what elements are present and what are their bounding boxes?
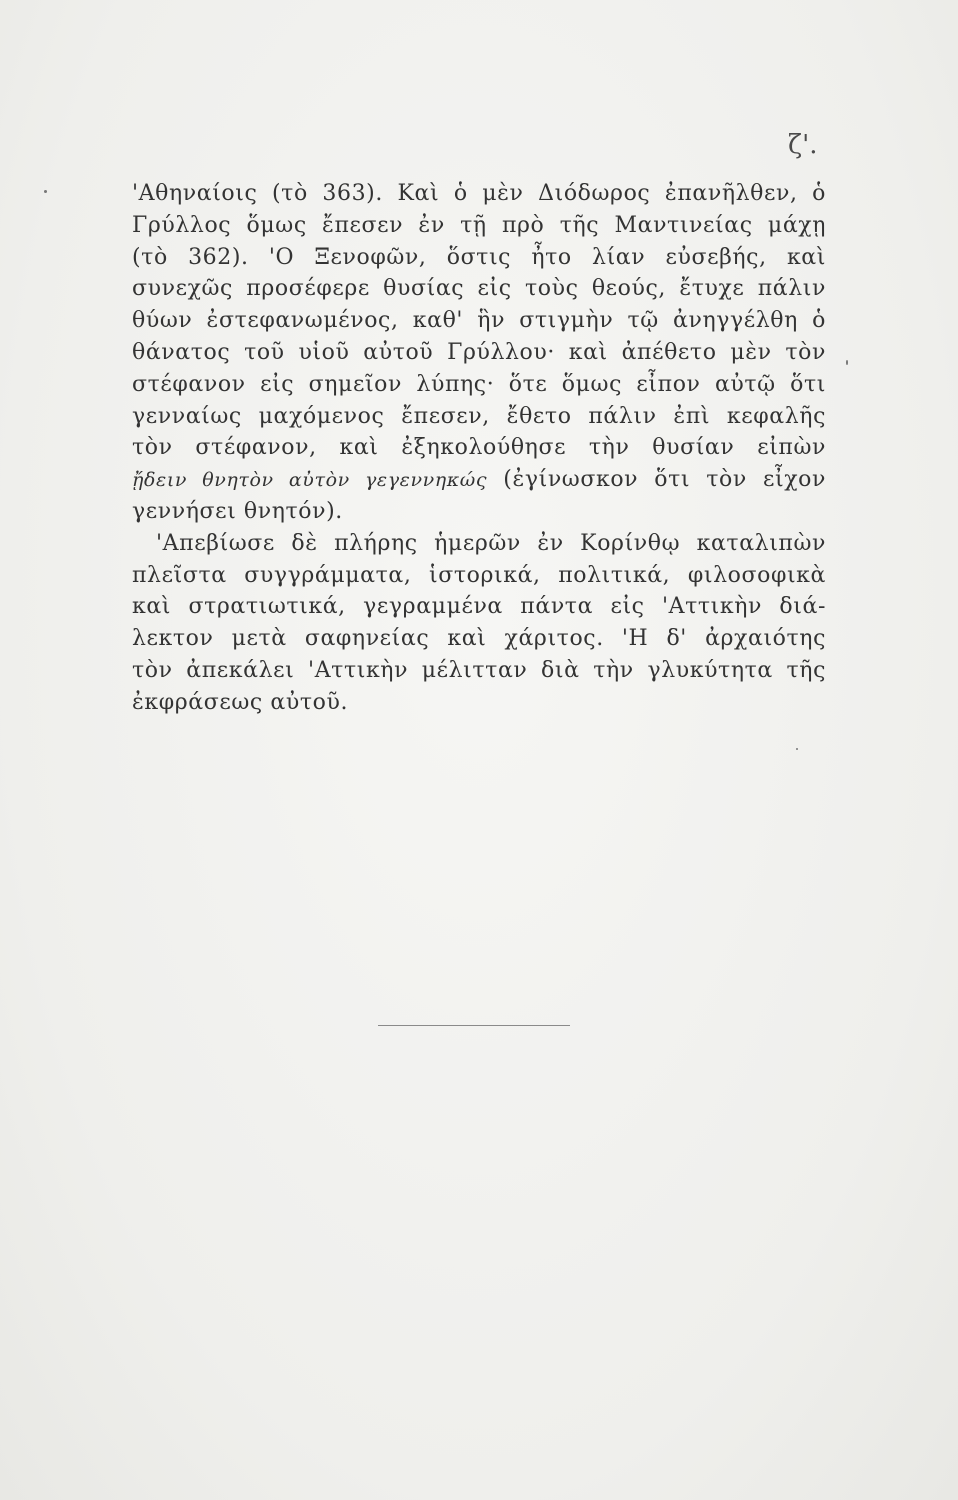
text-line: λεκτον μετὰ σαφηνείας καὶ χάριτος. 'Η δ' ἀρχαιότης <box>132 626 826 652</box>
text-line: (τὸ 362). 'Ο Ξενοφῶν, ὅστις ἦτο λίαν εὐσεβής, καὶ <box>132 244 826 270</box>
text-line: πλεῖστα συγγράμματα, ἱστορικά, πολιτικά, φιλοσοφικὰ <box>132 562 826 588</box>
paragraph-end-line: ἐκφράσεως αὐτοῦ. <box>132 689 349 715</box>
paragraph-end-line: γεννήσει θνητόν). <box>132 498 343 524</box>
section-divider <box>378 1025 570 1026</box>
paper-speck <box>796 748 798 750</box>
paper-speck <box>846 360 848 365</box>
quote-line <box>132 464 826 496</box>
text-line: τὸν ἀπεκάλει 'Αττικὴν μέλιτταν διὰ τὴν γλυκύτητα τῆς <box>132 657 826 683</box>
text-line: συνεχῶς προσέφερε θυσίας εἰς τοὺς θεούς, ἔτυχε πάλιν <box>132 276 826 302</box>
quote-translation: (ἐγίνωσκον ὅτι τὸν εἶχον <box>487 467 826 493</box>
text-line: τὸν στέφανον, καὶ ἐξηκολούθησε τὴν θυσίαν εἰπὼν <box>132 435 826 461</box>
page-number: ζ'. <box>788 130 818 160</box>
text-line: 'Απεβίωσε δὲ πλήρης ἡμερῶν ἐν Κορίνθῳ καταλιπὼν <box>156 530 826 556</box>
text-line: στέφανον εἰς σημεῖον λύπης· ὅτε ὅμως εἶπον αὐτῷ ὅτι <box>132 371 826 397</box>
quote-italic: ᾔδειν θνητὸν αὐτὸν γεγεννηκώς <box>132 469 488 492</box>
body-text <box>132 178 826 719</box>
text-line: θάνατος τοῦ υἱοῦ αὐτοῦ Γρύλλου· καὶ ἀπέθετο μὲν τὸν <box>132 339 826 365</box>
paper-speck <box>44 190 47 193</box>
text-line: γενναίως μαχόμενος ἔπεσεν, ἔθετο πάλιν ἐπὶ κεφαλῆς <box>132 403 826 429</box>
text-line: καὶ στρατιωτικά, γεγραμμένα πάντα εἰς 'Αττικὴν διά- <box>132 594 826 620</box>
text-line: Γρύλλος ὅμως ἔπεσεν ἐν τῇ πρὸ τῆς Μαντινείας μάχῃ <box>132 212 826 238</box>
text-line: θύων ἐστεφανωμένος, καθ' ἣν στιγμὴν τῷ ἀνηγγέλθη ὁ <box>132 308 826 334</box>
text-line: 'Αθηναίοις (τὸ 363). Καὶ ὁ μὲν Διόδωρος ἐπανῆλθεν, ὁ <box>132 181 826 206</box>
